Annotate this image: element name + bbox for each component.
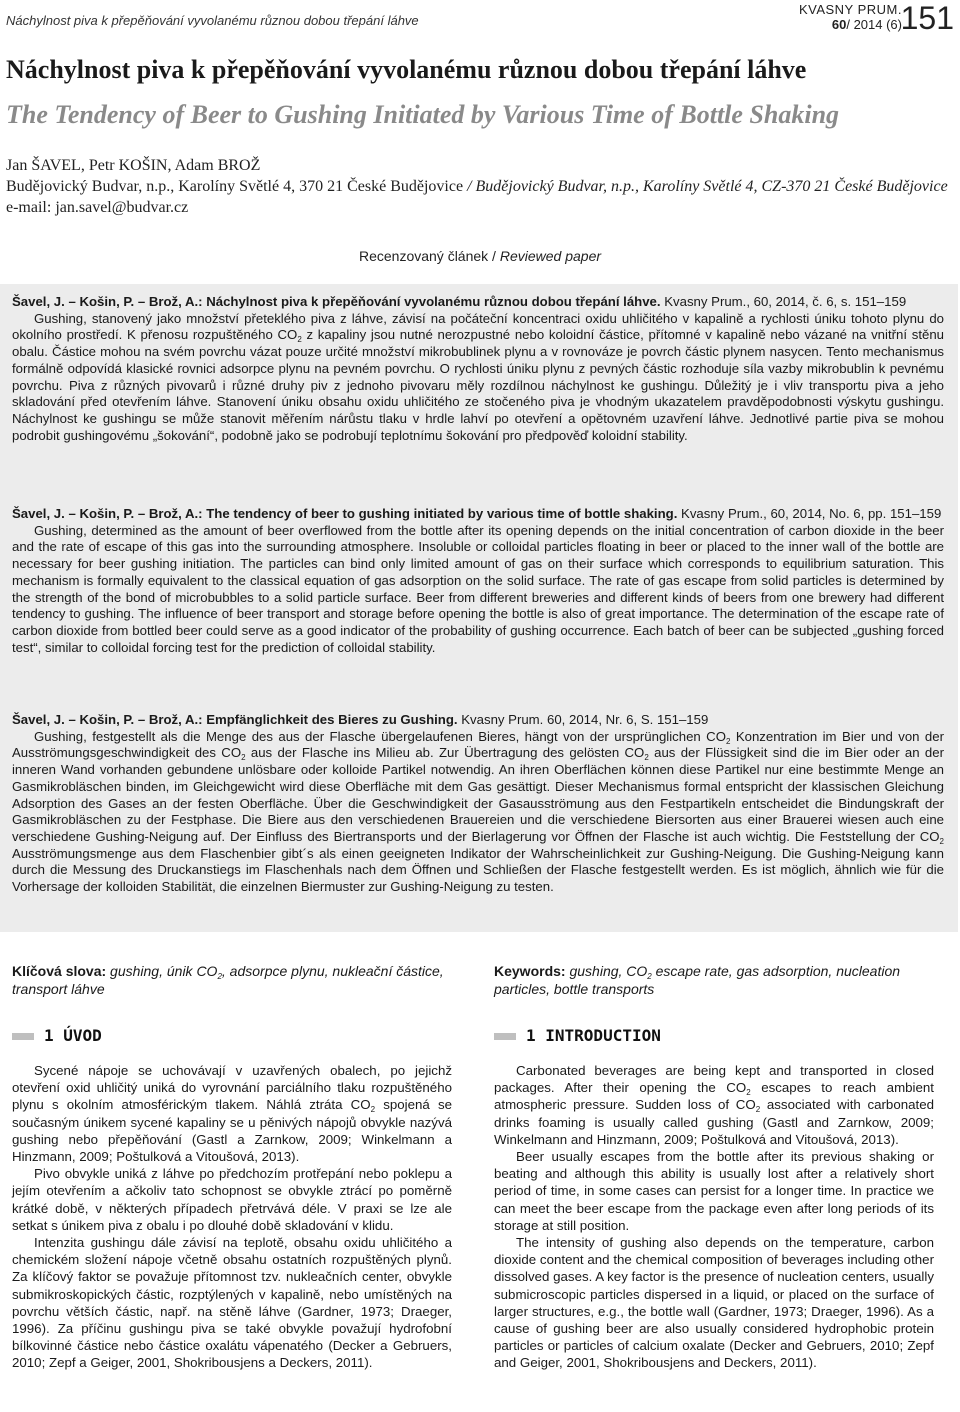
review-status-english: Reviewed paper (499, 248, 602, 264)
abstract-german-text (12, 729, 944, 896)
citation-rest: Kvasny Prum., 60, 2014, č. 6, s. 151–159 (664, 294, 907, 309)
review-status-czech: Recenzovaný článek / (358, 248, 496, 264)
subscript: 2 (939, 836, 944, 846)
subscript: 2 (755, 1105, 761, 1115)
paragraph-text: escapes to reach ambient atmospheric pressure. Sudden loss of CO (494, 1080, 934, 1113)
journal-volume: 60 (831, 17, 847, 32)
abstract-english (12, 506, 944, 656)
paragraph-text: spojená se současným únikem sycené kapaliny se u pěnivých nápojů obvykle nazývá gushing nebo přepěňování (Gastl a Zarnkow, 2009; Winkelmann a Hinzmann, 2009; Poštulková a Vitoušová, 2013). (12, 1097, 452, 1165)
keyword-text: , adsorpce plynu, nukleační částice, transport láhve (12, 963, 444, 997)
body-column-czech (12, 1062, 452, 1372)
paragraph-text: associated with carbonated drinks foaming is usually called gushing (Gastl and Zarnkow, 2009; Winkelmann and Hinzmann, 2009; Poštulková and Vitoušová, 2013). (494, 1097, 934, 1147)
keyword-text: escape rate, gas adsorption, nucleation particles, bottle transports (494, 963, 901, 997)
affiliation (6, 176, 956, 197)
citation-bold: Šavel, J. – Košin, P. – Brož, A.: Náchylnost piva k přepěňování vyvolanému různou dobou třepání láhve. (12, 294, 661, 309)
subscript: 2 (725, 736, 731, 746)
keyword-text: gushing, CO (569, 963, 648, 979)
abstract-text-part: Gushing, stanovený jako množství přeteklého piva z láhve, závisí na počáteční koncentraci oxidu uhličitého v kapalině a rychlosti úniku tohoto plynu do okolního prostředí. K přenosu rozpuštěného CO (12, 310, 944, 343)
abstract-czech-text (12, 311, 944, 445)
subscript: 2 (746, 1088, 751, 1098)
abstract-czech (12, 294, 944, 444)
running-title: Náchylnost piva k přepěňování vyvolanému různou dobou třepání láhve (6, 13, 419, 28)
author-names: Jan ŠAVEL, Petr KOŠIN, Adam BROŽ (6, 157, 261, 174)
heading-bar-icon (12, 1033, 34, 1040)
paragraph: Intenzita gushingu dále závisí na teplotě, obsahu oxidu uhličitého a chemickém složení nápoje včetně obsahu ostatních rozpuštěných plynů. Za klíčový faktor se považuje přítomnost tzv. nukleačních center, obvykle submikroskopických částic, rozptýlených v kapalině, nebo umístěných na povrchu větších částic, např. na stěně láhve (Gardner, 1973; Draeger, 1996). Za příčinu gushingu piva se také obvykle považují hydrofobní bílkovinné částice nebo částice oxalátu vápenatého (Decker a Gebruers, 2010; Zepf a Geiger, 2001, Shokribousjens a Deckers, 2011). (12, 1235, 452, 1371)
abstract-english-citation (12, 506, 944, 523)
paragraph: Pivo obvykle uniká z láhve po předchozím protřepání nebo poklepu a jejím otevřením a ačkoliv tato schopnost se obvykle ztrácí po poměrně krátké době, v některých případech přetrvává déle. V praxi se lze ale setkat s únikem piva z obalu i po dlouhé době skladování v klidu. (12, 1166, 452, 1233)
abstract-text-part: aus der Flüssigkeit sind die im Bier oder an der inneren Wand vorhanden gebundene unlösbare oder kolloide Partikel notwendig. An ihren Oberflächen können diese Partikel nur eine bestimmte Menge an Gasmikrobläschen binden, im Gleichgewicht wird diese Oberfläche mit dem Gas gesättigt. Dieser Mechanismus formal entspricht der klassischen Gleichung Adsorption des Gases an der festen Oberfläche. Über die Geschwindigkeit der Gasausströmung aus den Festpartikeln entscheidet die Bindungskraft der Gasmikrobläschen zu der Festphase. Die Biere aus den verschiedenen Brauereien und die verschiedene Biersorten aus einer Brauerei wiesen auch eine verschiedene Gushing-Neigung auf. Der Einfluss des Biertransports und der Bierlagerung vor Öffnen der Flasche ist auch wichtig. Die Feststellung der CO (12, 745, 944, 844)
affiliation-czech: Budějovický Budvar, n.p., Karolíny Světlé 4, 370 21 České Budějovice (6, 178, 464, 195)
abstract-english-text: Gushing, determined as the amount of beer overflowed from the bottle after its opening depends on the initial concentration of carbon dioxide in the beer and the rate of escape of this gas into the surrounding atmosphere. Insoluble or colloidal particles floating in beer or placed to the inner wall of the bottle are necessary for beer gushing initiation. The particles can bind only limited amount of gas on their surface which corresponds to equilibrium saturation. This mechanism is formally equivalent to the classical equation of gas adsorption on the solid surface. The rate of gas escape from solid particles is determined by the strength of the bond of microbubbles to a solid particle surface. Beer from different breweries and different kinds of beers from one brewery had different tendency to gushing. The influence of beer transport and storage before opening the bottle is also of great importance. The determination of the escape rate of carbon dioxide from bottled beer could serve as a good indicator of the probability of gushing occurrence. Each batch of beer can be subjected „gushing forced test“, similar to colloidal forcing test for the prediction of colloidal stability. (12, 522, 944, 655)
keyword-text: gushing, únik CO (110, 963, 218, 979)
affiliation-english: / Budějovický Budvar, n.p., Karolíny Světlé 4, CZ-370 21 České Budějovice (467, 178, 948, 195)
abstract-german (12, 712, 944, 896)
author-email: e-mail: jan.savel@budvar.cz (6, 199, 189, 216)
section-heading-text: 1 INTRODUCTION (526, 1026, 661, 1045)
abstract-german-citation (12, 712, 944, 729)
body-column-english (494, 1062, 934, 1372)
paragraph (12, 1062, 452, 1165)
citation-bold: Šavel, J. – Košin, P. – Brož, A.: Empfänglichkeit des Bieres zu Gushing. (12, 712, 458, 727)
section-heading-text: 1 ÚVOD (44, 1026, 102, 1045)
paragraph: The intensity of gushing also depends on the temperature, carbon dioxide content and the chemical composition of beverages including other dissolved gases. A key factor is the presence of nucleation centers, usually submicroscopic particles dispersed in a liquid, or placed on the surface of larger structures, e.g., the bottle wall (Gardner, 1973; Draeger, 1996). As a cause of gushing beer are also usually considered hydrophobic protein particles or particles of calcium oxalate (Decker and Gebruers, 2010; Zepf and Geiger, 2001, Shokribousjens and Deckers, 2011). (494, 1235, 934, 1371)
journal-name: KVASNY PRUM. (798, 2, 902, 17)
abstract-text-part: Gushing, festgestellt als die Menge des aus der Flasche übergelaufenen Bieres, hängt von der ursprünglichen CO (34, 728, 726, 744)
section-heading-english (494, 1026, 661, 1045)
subscript: 2 (647, 972, 652, 981)
subscript: 2 (370, 1105, 376, 1115)
journal-year-issue: / 2014 (6) (846, 17, 902, 32)
citation-rest: Kvasny Prum., 60, 2014, No. 6, pp. 151–159 (681, 506, 942, 521)
abstract-text-part: aus der Flasche ins Milieu ab. Zur Übertragung des gelösten CO (245, 745, 645, 761)
abstract-text-part: z kapaliny jsou nutné nerozpustné nebo koloidní částice, přítomné v kapalině nebo vázané na vnitřní stěnu obalu. Částice mohou na svém povrchu vázat pouze určité množství mikrobublinek plynu a v rovnováze je povrch částic plynem nasycen. Tento mechanismus formálně odpovídá klasické rovnici adsorpce plynu na pevném povrchu. O rychlosti úniku plynu z pevných částic rozhoduje síla vazby mikrobublin k pevnému povrchu. Piva z různých pivovarů i různé druhy piv z jednoho pivovaru měly rozdílnou náchylnost ke gushingu. Důležitý je i vliv transportu piva a jeho skladování před otevřením láhve. Stanovení úniku obsahu oxidu uhličitého ze stočeného piva je vhodným ukazatelem pravděpodobnosti výskytu gushingu. Náchylnost ke gushingu se může stanovit měřením nárůstu tlaku v hrdle lahví po otevření a opětovném uzavření láhve. Jednotlivé partie piva se mohou podrobit gushingovému „šokování“, podobně jako se podrobují teplotnímu šokování pro předpověď koloidní stability. (12, 327, 944, 443)
paragraph (494, 1062, 934, 1148)
heading-bar-icon (494, 1033, 516, 1040)
journal-info (799, 2, 902, 32)
paragraph-text: Carbonated beverages are being kept and transported in closed packages. After their opening the CO (494, 1063, 934, 1096)
citation-rest: Kvasny Prum. 60, 2014, Nr. 6, S. 151–159 (461, 712, 709, 727)
subscript: 2 (297, 335, 302, 345)
abstracts-box (0, 284, 958, 932)
keywords-label: Keywords: (494, 963, 566, 979)
article-title-czech: Náchylnost piva k přepěňování vyvolanému různou dobou třepání láhve (6, 55, 807, 84)
page-number: 151 (900, 0, 954, 36)
abstract-czech-citation (12, 294, 944, 311)
section-heading-czech (12, 1026, 102, 1045)
abstract-text-part: Konzentration im Bier und von der Ausströmungsgeschwindigkeit des CO (12, 728, 944, 761)
paragraph: Beer usually escapes from the bottle after its previous shaking or beating and although this ability is usually lost after a relatively short period of time, in some cases can persist for a longer time. In practice we can meet the beer escape from the package even after long periods of its storage at still position. (494, 1149, 934, 1233)
review-status (0, 248, 960, 264)
subscript: 2 (217, 972, 222, 981)
keywords-english (494, 962, 934, 998)
article-title-english: The Tendency of Beer to Gushing Initiated by Various Time of Bottle Shaking (6, 100, 840, 129)
citation-bold: Šavel, J. – Košin, P. – Brož, A.: The tendency of beer to gushing initiated by various time of bottle shaking. (12, 506, 678, 521)
paragraph-text: Sycené nápoje se uchovávají v uzavřených obalech, po jejichž otevření oxid uhličitý uniká do vyrovnání parciálního tlaku rozpuštěného plynu s okolním atmosférickým tlakem. Náhlá ztráta CO (12, 1063, 452, 1113)
keywords-label: Klíčová slova: (12, 963, 107, 979)
subscript: 2 (241, 753, 246, 763)
journal-issue (799, 17, 902, 32)
abstract-text-part: Ausströmungsmenge aus dem Flaschenbier gibt´s als einen geeigneten Indikator der Wahrscheinlichkeit zur Gushing-Neigung. Die Gushing-Neigung kann durch die Messung des Druckanstiegs im Flaschenhals nach dem Öffnen und Schließen der Flasche festgestellt werden. Es ist möglich, ähnlich wie für die Vorhersage der kolloiden Stabilität, die einzelnen Biermuster zur Gushing-Neigung zu testen. (12, 845, 944, 895)
keywords-czech (12, 962, 452, 998)
author-block (6, 155, 956, 218)
subscript: 2 (644, 753, 649, 763)
